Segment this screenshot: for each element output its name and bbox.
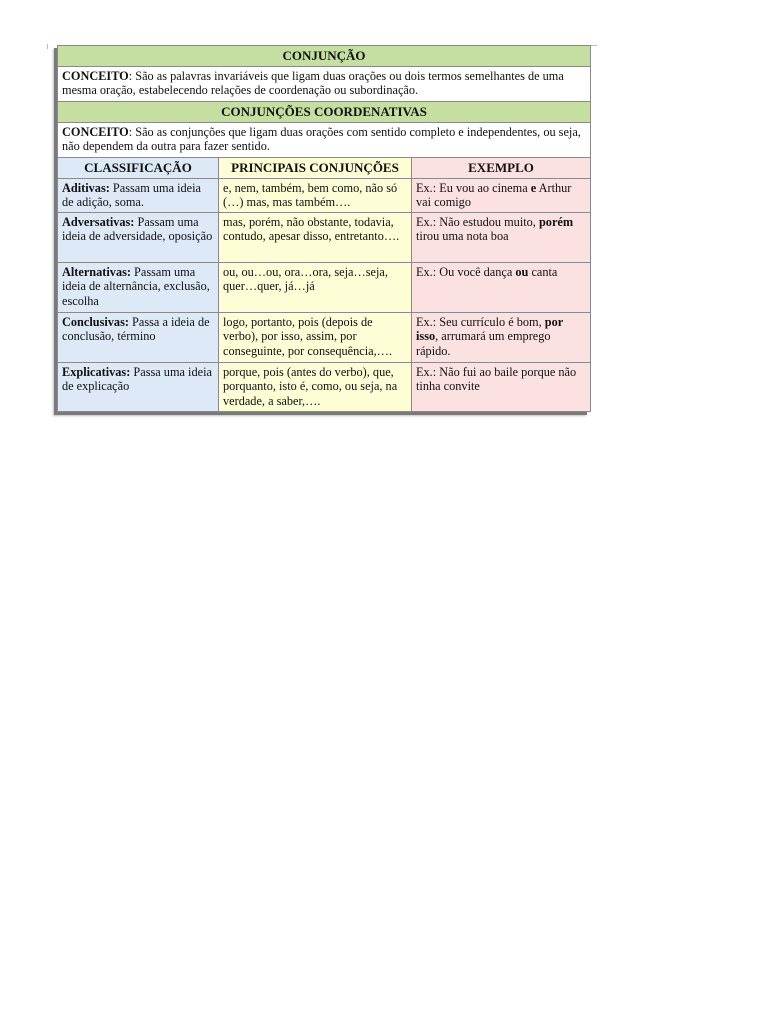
example-part: porém: [538, 215, 574, 229]
example-cell: [412, 179, 591, 213]
page-corner-mark: [47, 44, 48, 49]
example-part: Ex.: Não fui ao baile porque não tinha convite: [416, 365, 577, 394]
example-cell: [412, 313, 591, 363]
classification-desc: Passa uma ideia de explicação: [62, 365, 212, 394]
conjunctions-cell: mas, porém, não obstante, todavia, contudo, apesar disso, entretanto….: [219, 213, 412, 263]
example-part: Ex.: Ou você dança: [416, 265, 516, 279]
table-row: [58, 313, 591, 363]
example-part: e: [530, 181, 537, 195]
conjunction-table-sheet: [57, 45, 590, 412]
example-cell: [412, 213, 591, 263]
classification-desc: Passam uma ideia de adversidade, oposição: [62, 215, 213, 244]
classification-name: Conclusivas:: [62, 315, 129, 329]
column-header-classification: CLASSIFICAÇÃO: [58, 158, 219, 179]
classification-name: Alternativas:: [62, 265, 131, 279]
page-corner-mark: [591, 45, 597, 46]
conjunctions-cell: ou, ou…ou, ora…ora, seja…seja, quer…quer, já…já: [219, 263, 412, 313]
table-row: [58, 263, 591, 313]
column-header-conjunctions: PRINCIPAIS CONJUNÇÕES: [219, 158, 412, 179]
concept-label: CONCEITO: [62, 69, 129, 83]
example-part: por isso: [416, 315, 563, 344]
classification-cell: [58, 363, 219, 412]
table-row: [58, 363, 591, 412]
concept-label: CONCEITO: [62, 125, 129, 139]
conjunctions-cell: e, nem, também, bem como, não só (…) mas, mas também….: [219, 179, 412, 213]
example-cell: [412, 263, 591, 313]
example-part: tirou uma nota boa: [416, 229, 509, 244]
example-part: canta: [528, 265, 558, 279]
section-title: CONJUNÇÕES COORDENATIVAS: [58, 102, 591, 123]
concept-text: : São as conjunções que ligam duas orações com sentido completo e independentes, ou seja, não dependem da outra para fazer sentido.: [62, 125, 581, 154]
classification-cell: [58, 213, 219, 263]
classification-cell: [58, 263, 219, 313]
classification-cell: [58, 313, 219, 363]
coordinative-definition: [58, 123, 591, 158]
classification-name: Aditivas:: [62, 181, 110, 195]
example-part: , arrumará um emprego rápido.: [416, 329, 551, 358]
column-header-example: EXEMPLO: [412, 158, 591, 179]
classification-cell: [58, 179, 219, 213]
table-title: CONJUNÇÃO: [58, 46, 591, 67]
example-part: Ex.: Eu vou ao cinema: [416, 181, 531, 195]
example-cell: [412, 363, 591, 412]
classification-desc: Passam uma ideia de alternância, exclusão, escolha: [62, 265, 210, 308]
conjunctions-cell: porque, pois (antes do verbo), que, porquanto, isto é, como, ou seja, na verdade, a saber,….: [219, 363, 412, 412]
example-part: Ex.: Não estudou muito,: [416, 215, 539, 229]
example-part: Ex.: Seu currículo é bom,: [416, 315, 545, 329]
concept-definition: [58, 67, 591, 102]
example-part: ou: [515, 265, 529, 279]
classification-desc: Passa a ideia de conclusão, término: [62, 315, 210, 344]
example-part: Arthur vai comigo: [416, 181, 572, 210]
concept-text: : São as palavras invariáveis que ligam duas orações ou dois termos semelhantes de uma mesma oração, estabelecendo relações de coordenação ou subordinação.: [62, 69, 564, 98]
conjunction-table: [57, 45, 591, 412]
classification-desc: Passam uma ideia de adição, soma.: [62, 181, 202, 210]
table-row: [58, 213, 591, 263]
conjunctions-cell: logo, portanto, pois (depois de verbo), por isso, assim, por conseguinte, por consequência,….: [219, 313, 412, 363]
classification-name: Adversativas:: [62, 215, 135, 229]
classification-name: Explicativas:: [62, 365, 131, 379]
table-row: [58, 179, 591, 213]
